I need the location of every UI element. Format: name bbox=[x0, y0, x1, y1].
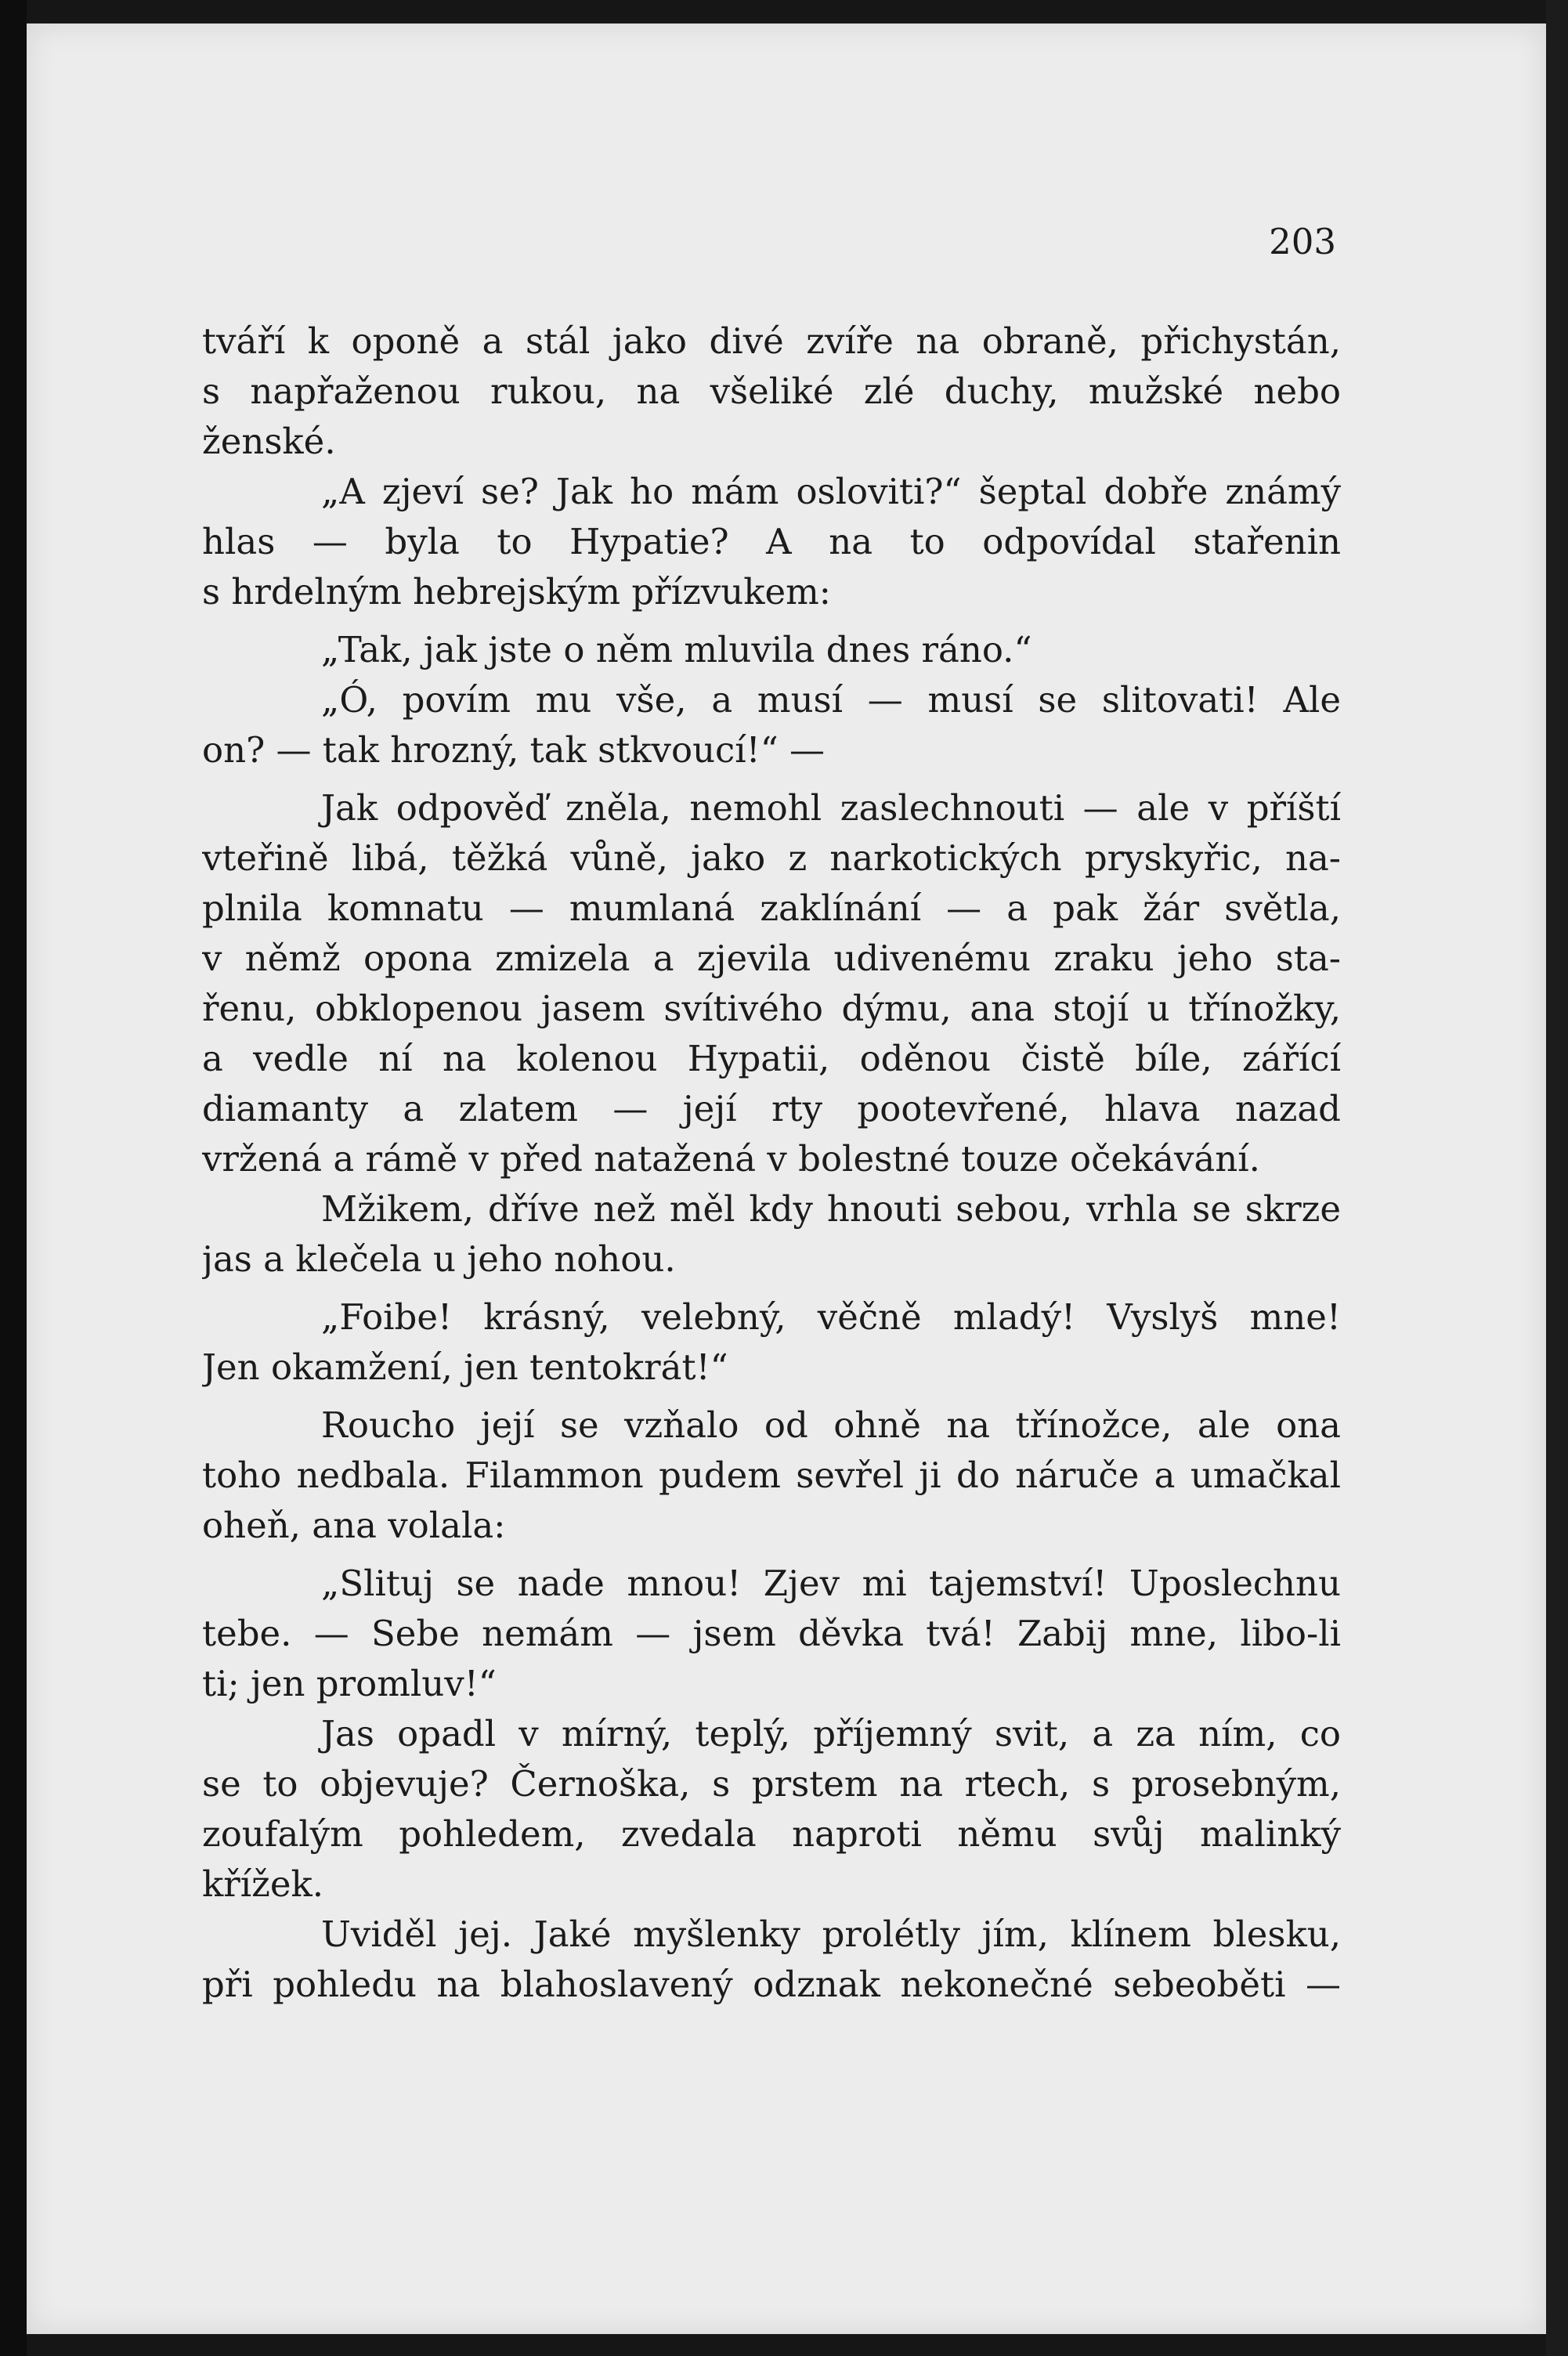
text-line: on? — tak hrozný, tak stkvoucí!“ — bbox=[202, 729, 826, 771]
text-line: vteřině libá, těžká vůně, jako z narkotických pryskyřic, na- bbox=[202, 837, 1341, 879]
text-line: tváří k oponě a stál jako divé zvíře na obraně, přichystán, bbox=[202, 320, 1341, 362]
page-number: 203 bbox=[1269, 221, 1336, 262]
book-binding-edge bbox=[0, 0, 27, 2356]
text-line: se to objevuje? Černoška, s prstem na rtech, s prosebným, bbox=[202, 1763, 1341, 1805]
text-line: Roucho její se vzňalo od ohně na třínožce, ale ona bbox=[321, 1404, 1341, 1446]
text-line: oheň, ana volala: bbox=[202, 1505, 506, 1546]
text-line: toho nedbala. Filammon pudem sevřel ji do náruče a umačkal bbox=[202, 1454, 1341, 1496]
text-line: ti; jen promluv!“ bbox=[202, 1663, 497, 1704]
text-line: vržená a rámě v před natažená v bolestné touze očekávání. bbox=[202, 1138, 1260, 1180]
text-line: s hrdelným hebrejským přízvukem: bbox=[202, 571, 831, 612]
scan-right-edge bbox=[1546, 0, 1568, 2356]
text-line: v němž opona zmizela a zjevila udivenému zraku jeho sta- bbox=[202, 938, 1341, 979]
text-line: „Tak, jak jste o něm mluvila dnes ráno.“ bbox=[321, 629, 1032, 670]
text-line: při pohledu na blahoslavený odznak nekonečné sebeoběti — bbox=[202, 1964, 1341, 2005]
text-line: Jak odpověď zněla, nemohl zaslechnouti — ale v příští bbox=[321, 787, 1341, 829]
text-line: plnila komnatu — mumlaná zaklínání — a pak žár světla, bbox=[202, 887, 1341, 929]
text-line: jas a klečela u jeho nohou. bbox=[202, 1238, 676, 1280]
text-line: s napřaženou rukou, na všeliké zlé duchy, mužské nebo bbox=[202, 370, 1341, 412]
text-line: „Slituj se nade mnou! Zjev mi tajemství! Uposlechnu bbox=[321, 1563, 1341, 1604]
text-line: křížek. bbox=[202, 1863, 324, 1905]
text-line: a vedle ní na kolenou Hypatii, oděnou čistě bíle, zářící bbox=[202, 1038, 1341, 1079]
text-line: Mžikem, dříve než měl kdy hnouti sebou, vrhla se skrze bbox=[321, 1188, 1341, 1230]
text-line: řenu, obklopenou jasem svítivého dýmu, ana stojí u třínožky, bbox=[202, 988, 1341, 1029]
body-text bbox=[202, 316, 1341, 2010]
text-line: Uviděl jej. Jaké myšlenky prolétly jím, klínem blesku, bbox=[321, 1913, 1341, 1955]
text-line: diamanty a zlatem — její rty pootevřené, hlava nazad bbox=[202, 1088, 1341, 1129]
text-line: zoufalým pohledem, zvedala naproti němu svůj malinký bbox=[202, 1813, 1341, 1855]
text-line: Jen okamžení, jen tentokrát!“ bbox=[202, 1346, 728, 1388]
text-line: „A zjeví se? Jak ho mám osloviti?“ šeptal dobře známý bbox=[321, 471, 1341, 512]
text-line: „Ó, povím mu vše, a musí — musí se slitovati! Ale bbox=[321, 679, 1341, 721]
text-line: tebe. — Sebe nemám — jsem děvka tvá! Zabij mne, libo-li bbox=[202, 1613, 1341, 1654]
text-line: ženské. bbox=[202, 421, 336, 462]
text-line: „Foibe! krásný, velebný, věčně mladý! Vyslyš mne! bbox=[321, 1296, 1341, 1338]
text-line: hlas — byla to Hypatie? A na to odpovídal stařenin bbox=[202, 521, 1341, 562]
text-line: Jas opadl v mírný, teplý, příjemný svit, a za ním, co bbox=[321, 1713, 1341, 1754]
